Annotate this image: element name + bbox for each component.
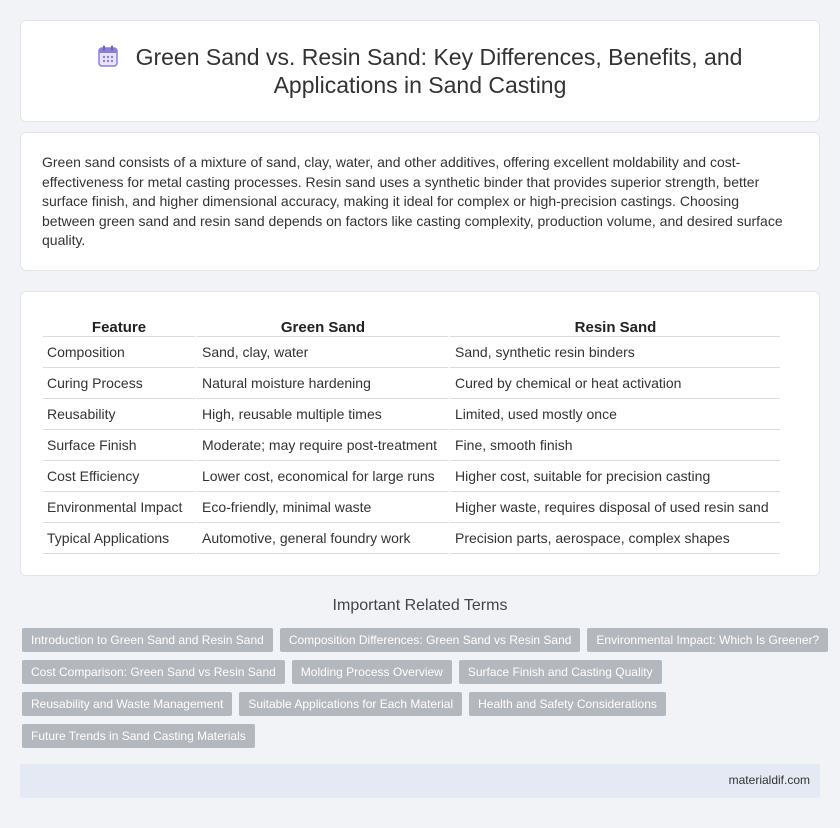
comparison-table <box>43 314 780 554</box>
footer-site-link[interactable]: materialdif.com <box>728 773 810 787</box>
related-term-tag[interactable]: Health and Safety Considerations <box>469 692 666 716</box>
related-term-tag[interactable]: Composition Differences: Green Sand vs Resin Sand <box>280 628 581 652</box>
related-term-tag[interactable]: Introduction to Green Sand and Resin Sand <box>22 628 273 652</box>
table-row <box>43 461 780 492</box>
table-row <box>43 523 780 554</box>
table-row <box>43 368 780 399</box>
table-row <box>43 399 780 430</box>
feature-cell: Typical Applications <box>43 523 195 554</box>
header-feature: Feature <box>43 314 195 337</box>
related-terms-list <box>22 628 822 756</box>
table-row <box>43 337 780 368</box>
table-header-row <box>43 314 780 337</box>
resin-sand-cell: Higher waste, requires disposal of used resin sand <box>448 492 780 523</box>
comparison-table-card <box>20 291 820 576</box>
feature-cell: Surface Finish <box>43 430 195 461</box>
related-term-tag[interactable]: Future Trends in Sand Casting Materials <box>22 724 255 748</box>
related-term-tag[interactable]: Surface Finish and Casting Quality <box>459 660 662 684</box>
green-sand-cell: Moderate; may require post-treatment <box>195 430 448 461</box>
intro-card <box>20 132 820 271</box>
header-green-sand: Green Sand <box>195 314 448 337</box>
header-resin-sand: Resin Sand <box>448 314 780 337</box>
table-row <box>43 492 780 523</box>
related-term-tag[interactable]: Reusability and Waste Management <box>22 692 232 716</box>
feature-cell: Composition <box>43 337 195 368</box>
footer <box>20 764 820 798</box>
calendar-icon <box>98 45 118 67</box>
table-row <box>43 430 780 461</box>
green-sand-cell: Lower cost, economical for large runs <box>195 461 448 492</box>
related-term-tag[interactable]: Environmental Impact: Which Is Greener? <box>587 628 828 652</box>
resin-sand-cell: Higher cost, suitable for precision casting <box>448 461 780 492</box>
green-sand-cell: High, reusable multiple times <box>195 399 448 430</box>
green-sand-cell: Automotive, general foundry work <box>195 523 448 554</box>
related-term-tag[interactable]: Cost Comparison: Green Sand vs Resin Sand <box>22 660 285 684</box>
related-term-tag[interactable]: Suitable Applications for Each Material <box>239 692 462 716</box>
resin-sand-cell: Fine, smooth finish <box>448 430 780 461</box>
title-card <box>20 20 820 122</box>
feature-cell: Environmental Impact <box>43 492 195 523</box>
resin-sand-cell: Precision parts, aerospace, complex shapes <box>448 523 780 554</box>
page-title <box>70 43 770 99</box>
related-terms-heading: Important Related Terms <box>332 597 508 614</box>
resin-sand-cell: Cured by chemical or heat activation <box>448 368 780 399</box>
green-sand-cell: Natural moisture hardening <box>195 368 448 399</box>
related-term-tag[interactable]: Molding Process Overview <box>292 660 452 684</box>
feature-cell: Reusability <box>43 399 195 430</box>
resin-sand-cell: Limited, used mostly once <box>448 399 780 430</box>
intro-paragraph: Green sand consists of a mixture of sand, clay, water, and other additives, offering excellent moldability and cost-effectiveness for metal casting processes. Resin sand uses a synthetic binder that provides superior strength, better surface finish, and higher dimensional accuracy, making it ideal for complex or high-precision castings. Choosing between green sand and resin sand depends on factors like casting complexity, production volume, and desired surface quality. <box>42 154 783 248</box>
green-sand-cell: Sand, clay, water <box>195 337 448 368</box>
feature-cell: Curing Process <box>43 368 195 399</box>
green-sand-cell: Eco-friendly, minimal waste <box>195 492 448 523</box>
page-title-text: Green Sand vs. Resin Sand: Key Differences, Benefits, and Applications in Sand Casting <box>135 44 743 98</box>
feature-cell: Cost Efficiency <box>43 461 195 492</box>
resin-sand-cell: Sand, synthetic resin binders <box>448 337 780 368</box>
